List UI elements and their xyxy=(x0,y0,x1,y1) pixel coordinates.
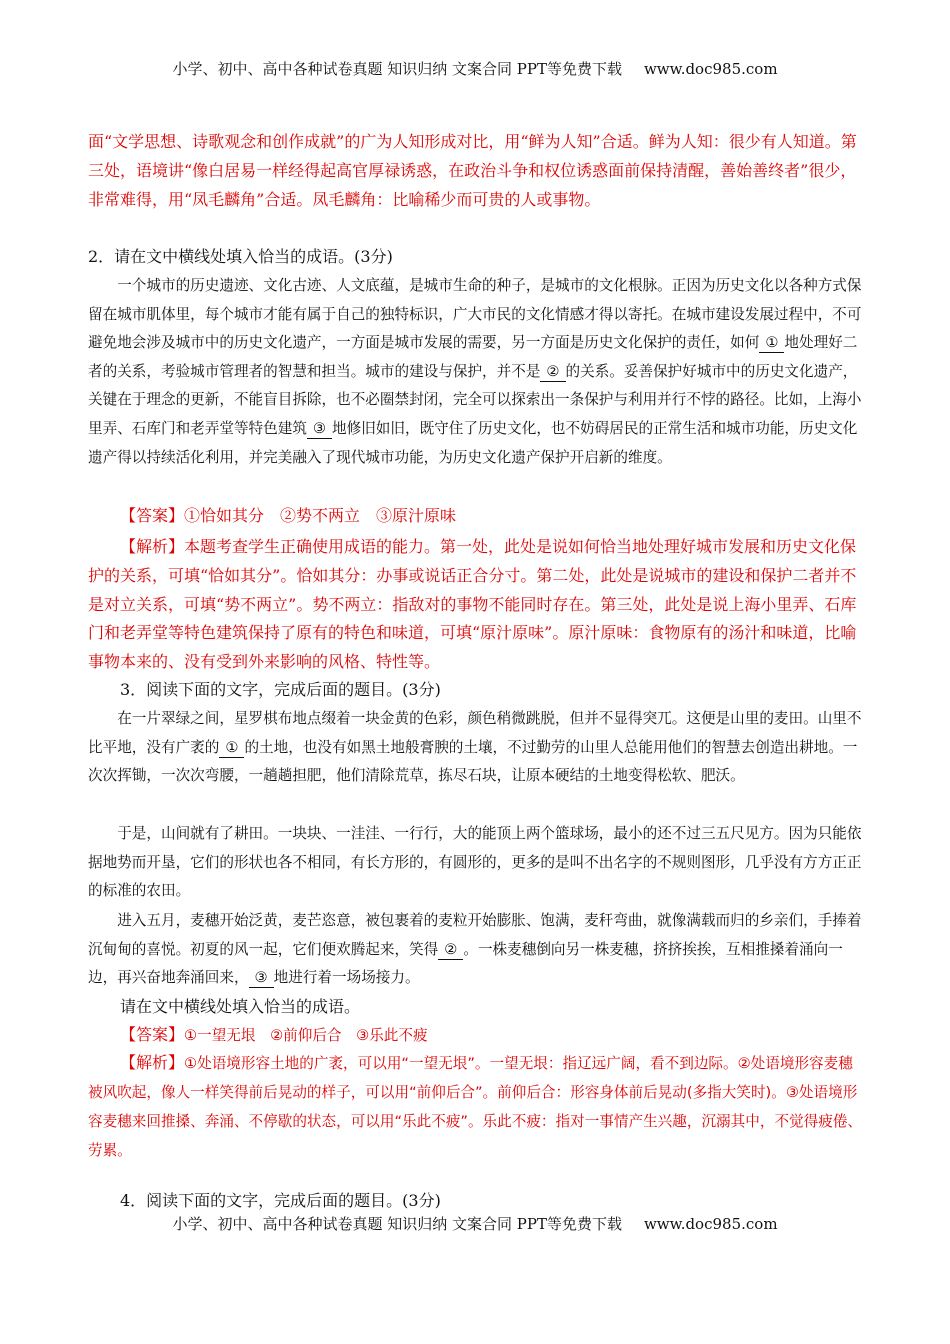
analysis-text: 本题考查学生正确使用成语的能力。第一处，此处是说如何恰当地处理好城市发展和历史文化保护的关系，可填“恰如其分”。恰如其分：办事或说话正合分寸。第二处，此处是说城市的建设和保护二者并不是对立关系，可填“势不两立”。势不两立：指敌对的事物不能同时存在。第三处，此处是说上海小里弄、石库门和老弄堂等特色建筑保持了原有的特色和味道，可填“原汁原味”。原汁原味：食物原有的汤汁和味道，比喻事物本来的、没有受到外来影响的风格、特性等。 xyxy=(88,537,857,672)
q2-text-3: 的关系。妥善保护好城市中的历史文化遗产，关键在于理念的更新，不能盲目拆除，也不必圈禁封闭，完全可以探索出一条保护与利用并行不悖的路径。比如，上海小里弄、石库门和老弄堂等特色建筑 xyxy=(88,362,862,437)
q2-title: 2．请在文中横线处填入恰当的成语。(3分) xyxy=(88,247,393,266)
q4-title: 4．阅读下面的文字，完成后面的题目。(3分) xyxy=(120,1191,441,1210)
answer-label: 【答案】 xyxy=(120,506,185,525)
q3-blank-2: ② xyxy=(438,941,463,960)
q2-text-4: 地修旧如旧，既守住了历史文化，也不妨碍居民的正常生活和城市功能，历史文化遗产得以持续活化利用，并完美融入了现代城市功能，为历史文化遗产保护开启新的维度。 xyxy=(88,419,858,466)
q3-passage-3 xyxy=(88,907,864,993)
q3-title: 3．阅读下面的文字，完成后面的题目。(3分) xyxy=(120,680,441,699)
q2-blank-1: ① xyxy=(759,334,784,353)
header-text: 小学、初中、高中各种试卷真题 知识归纳 文案合同 PPT等免费下载 xyxy=(172,60,622,78)
q2-blank-3: ③ xyxy=(307,420,332,439)
analysis-text: ①处语境形容土地的广袤，可以用“一望无垠”。一望无垠：指辽远广阔，看不到边际。②处语境形容麦穗被风吹起，像人一样笑得前后晃动的样子，可以用“前仰后合”。前仰后合：形容身体前后晃动(多指大笑时)。③处语境形容麦穗来回推搡、奔涌、不停歇的状态，可以用“乐此不疲”。乐此不疲：指对一事情产生兴趣，沉溺其中，不觉得疲倦、劳累。 xyxy=(88,1055,863,1159)
q3-answer xyxy=(88,1021,864,1050)
page-header xyxy=(0,58,950,79)
q2-text-2: 地处理好二者的关系，考验城市管理者的智慧和担当。城市的建设与保护，并不是 xyxy=(88,334,858,380)
top-analysis: 面“文学思想、诗歌观念和创作成就”的广为人知形成对比，用“鲜为人知”合适。鲜为人知：很少有人知道。第三处，语境讲“像白居易一样经得起高官厚禄诱惑，在政治斗争和权位诱惑面前保持清醒，善始善终者”很少，非常难得，用“凤毛麟角”合适。凤毛麟角：比喻稀少而可贵的人或事物。 xyxy=(88,132,857,209)
q2-blank-2: ② xyxy=(540,363,565,382)
q3-text-3a: 进入五月，麦穗开始泛黄，麦芒恣意，被包裹着的麦粒开始膨胀、饱满，麦秆弯曲，就像满载而归的乡亲们，手捧着沉甸甸的喜悦。初夏的风一起，它们便欢腾起来，笑得 xyxy=(88,912,862,958)
q2-passage xyxy=(88,272,864,472)
analysis-label: 【解析】 xyxy=(120,1053,185,1072)
header-site[interactable]: www.doc985.com xyxy=(643,60,778,78)
q3-passage-2: 于是，山间就有了耕田。一块块、一洼洼、一行行，大的能顶上两个篮球场，最小的还不过三五尺见方。因为只能依据地势而开垦，它们的形状也各不相同，有长方形的，有圆形的，更多的是叫不出名字的不规则图形，几乎没有方方正正的标准的农田。 xyxy=(88,825,862,900)
analysis-label: 【解析】 xyxy=(120,537,185,556)
q3-blank-3: ③ xyxy=(249,969,274,988)
q3-text-1b: 的土地，也没有如黑土地般膏腴的土壤，不过勤劳的山里人总能用他们的智慧去创造出耕地。一次次挥锄，一次次弯腰，一趟趟担肥，他们清除荒草，拣尽石块，让原本硬结的土地变得松软、肥沃。 xyxy=(88,738,858,785)
footer-site[interactable]: www.doc985.com xyxy=(643,1215,778,1233)
q3-text-3c: 地进行着一场场接力。 xyxy=(273,969,420,987)
answer-text: ①一望无垠 ②前仰后合 ③乐此不疲 xyxy=(184,1027,428,1044)
q3-blank-1: ① xyxy=(219,739,244,758)
page-footer xyxy=(0,1213,950,1234)
q3-text-3b: 。一株麦穗倒向另一株麦穗，挤挤挨挨，互相推搡着涌向一边，再兴奋地奔涌回来， xyxy=(88,940,843,987)
answer-label: 【答案】 xyxy=(120,1025,185,1044)
q2-analysis xyxy=(88,533,864,677)
q3-instruction: 请在文中横线处填入恰当的成语。 xyxy=(120,997,361,1016)
q3-passage-1 xyxy=(88,705,864,791)
q2-answer xyxy=(88,502,864,530)
q3-analysis xyxy=(88,1049,864,1165)
footer-text: 小学、初中、高中各种试卷真题 知识归纳 文案合同 PPT等免费下载 xyxy=(172,1215,622,1233)
q2-text-1: 一个城市的历史遗迹、文化古迹、人文底蕴，是城市生命的种子，是城市的文化根脉。正因为历史文化以各种方式保留在城市肌体里，每个城市才能有属于自己的独特标识，广大市民的文化情感才得以寄托。在城市建设发展过程中，不可避免地会涉及城市中的历史文化遗产，一方面是城市发展的需要，另一方面是历史文化保护的责任，如何 xyxy=(88,277,862,352)
answer-text: ①恰如其分 ②势不两立 ③原汁原味 xyxy=(184,506,457,525)
q3-text-1a: 在一片翠绿之间，星罗棋布地点缀着一块金黄的色彩，颜色稍微跳脱，但并不显得突兀。这便是山里的麦田。山里不比平地，没有广袤的 xyxy=(88,710,862,756)
